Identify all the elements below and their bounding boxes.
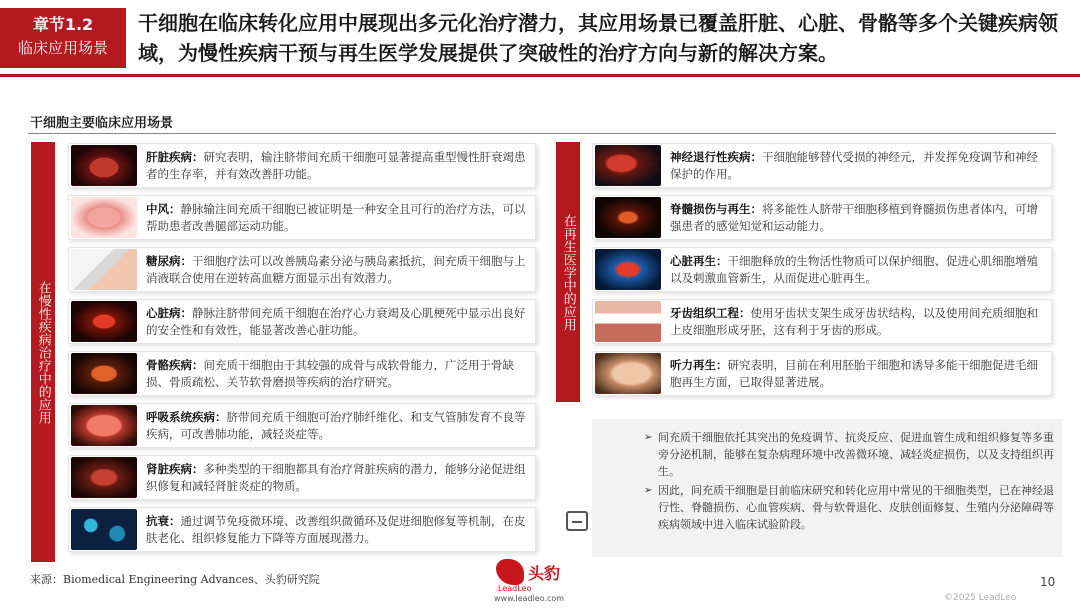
list-item xyxy=(68,247,536,292)
kidney-image xyxy=(71,457,137,498)
item-desc: 干细胞能够替代受损的神经元，并发挥免疫调节和神经保护的作用。 xyxy=(670,149,1038,181)
source-note: 来源：Biomedical Engineering Advances、头豹研究院 xyxy=(30,573,320,586)
slide-header xyxy=(0,0,1080,74)
item-title: 抗衰： xyxy=(146,513,181,528)
list-item xyxy=(68,143,536,188)
list-item xyxy=(592,351,1052,396)
item-title: 骨骼疾病： xyxy=(146,357,204,372)
left-group-label: 在慢性疾病治疗中的应用 xyxy=(31,142,55,562)
logo-en: LeadLeo xyxy=(498,584,532,593)
leopard-icon xyxy=(496,559,524,585)
page-headline: 干细胞在临床转化应用中展现出多元化治疗潜力，其应用场景已覆盖肝脏、心脏、骨骼等多个关键疾病领域，为慢性疾病干预与再生医学发展提供了突破性的治疗方向与新的解决方案。 xyxy=(138,11,1058,65)
item-desc: 研究表明，目前在利用胚胎干细胞和诱导多能干细胞促进毛细胞再生方面，已取得显著进展。 xyxy=(670,357,1038,389)
item-title: 神经退行性疾病： xyxy=(670,149,762,164)
summary-list xyxy=(644,429,1056,535)
tooth-image xyxy=(595,301,661,342)
item-title: 肝脏疾病： xyxy=(146,149,204,164)
list-item xyxy=(592,195,1052,240)
item-title: 糖尿病： xyxy=(146,253,192,268)
item-desc: 通过调节免疫微环境、改善组织微循环及促进细胞修复等机制，在皮肤老化、组织修复能力下降等方面展现潜力。 xyxy=(146,513,526,545)
item-desc: 干细胞疗法可以改善胰岛素分泌与胰岛素抵抗，间充质干细胞与上消液联合使用在逆转高血糖方面显示出有效潜力。 xyxy=(146,253,526,285)
item-desc: 静脉输注间充质干细胞已被证明是一种安全且可行的治疗方法，可以帮助患者改善腿部运动功能。 xyxy=(146,201,526,233)
right-group-label: 在再生医学中的应用 xyxy=(556,142,580,402)
list-item xyxy=(592,299,1052,344)
logo-url: www.leadleo.com xyxy=(494,594,565,603)
item-desc: 静脉注脐带间充质干细胞在治疗心力衰竭及心肌梗死中显示出良好的安全性和有效性，能显著改善心脏功能。 xyxy=(146,305,526,337)
item-title: 牙齿组织工程： xyxy=(670,305,751,320)
lung-image xyxy=(71,405,137,446)
item-title: 心脏再生： xyxy=(670,253,728,268)
chapter-badge xyxy=(0,8,126,68)
section-divider xyxy=(28,133,1056,134)
list-item xyxy=(68,403,536,448)
heart-image xyxy=(71,301,137,342)
diabetes-image xyxy=(71,249,137,290)
bone-image xyxy=(71,353,137,394)
heart-regen-image xyxy=(595,249,661,290)
summary-bullet: ➢ 间充质干细胞依托其突出的免疫调节、抗炎反应、促进血管生成和组织修复等多重旁分泌机制，能够在复杂病理环境中改善微环境、减轻炎症损伤，以及支持组织再生。 xyxy=(644,429,1056,480)
item-desc: 多种类型的干细胞都具有治疗肾脏疾病的潜力，能够分泌促进组织修复和减轻肾脏炎症的物质。 xyxy=(146,461,526,493)
brain-image xyxy=(71,197,137,238)
cells-image xyxy=(71,509,137,550)
liver-image xyxy=(71,145,137,186)
list-item xyxy=(68,351,536,396)
item-title: 听力再生： xyxy=(670,357,728,372)
summary-box xyxy=(592,419,1062,557)
page-number: 10 xyxy=(1040,575,1056,589)
item-title: 心脏病： xyxy=(146,305,192,320)
list-item xyxy=(68,299,536,344)
item-desc: 研究表明，输注脐带间充质干细胞可显著提高重型慢性肝衰竭患者的生存率，并有效改善肝功能。 xyxy=(146,149,526,181)
leadleo-logo xyxy=(470,557,610,605)
summary-bullet: ➢ 因此，间充质干细胞是目前临床研究和转化应用中常见的干细胞类型，已在神经退行性、脊髓损伤、心血管疾病、骨与软骨退化、皮肤创面修复、生殖内分泌障碍等疾病领域中进入临床试验阶段。 xyxy=(644,482,1056,533)
item-desc: 将多能性人脐带干细胞移植到脊髓损伤患者体内，可增强患者的感觉知觉和运动能力。 xyxy=(670,201,1038,233)
section-title: 干细胞主要临床应用场景 xyxy=(30,116,174,131)
copyright: ©2025 LeadLeo xyxy=(944,593,1017,603)
list-item xyxy=(592,143,1052,188)
logo-cn: 头豹 xyxy=(528,564,561,583)
item-desc: 脐带间充质干细胞可治疗肺纤维化、和支气管肺发育不良等疾病，可改善肺功能，减轻炎症等。 xyxy=(146,409,526,441)
list-item xyxy=(68,195,536,240)
item-title: 中风： xyxy=(146,201,181,216)
item-desc: 使用牙齿状支架生成牙齿状结构，以及使用间充质细胞和上皮细胞形成牙胚，这有利于牙齿的形成。 xyxy=(670,305,1038,337)
item-title: 脊髓损伤与再生： xyxy=(670,201,762,216)
list-item xyxy=(592,247,1052,292)
item-desc: 间充质干细胞由于其较强的成骨与成软骨能力，广泛用于骨缺损、骨质疏松、关节软骨磨损等疾病的治疗研究。 xyxy=(146,357,514,389)
item-title: 呼吸系统疾病： xyxy=(146,409,227,424)
item-title: 肾脏疾病： xyxy=(146,461,204,476)
item-desc: 干细胞释放的生物活性物质可以保护细胞、促进心肌细胞增殖以及刺激血管新生，从而促进心脏再生。 xyxy=(670,253,1038,285)
list-item xyxy=(68,455,536,500)
list-item xyxy=(68,507,536,552)
ear-image xyxy=(595,353,661,394)
chapter-number: 章节1.2 xyxy=(32,15,94,34)
neuro-image xyxy=(595,145,661,186)
header-divider xyxy=(0,74,1080,77)
chapter-name: 临床应用场景 xyxy=(17,39,108,57)
document-icon xyxy=(566,511,588,531)
spine-image xyxy=(595,197,661,238)
